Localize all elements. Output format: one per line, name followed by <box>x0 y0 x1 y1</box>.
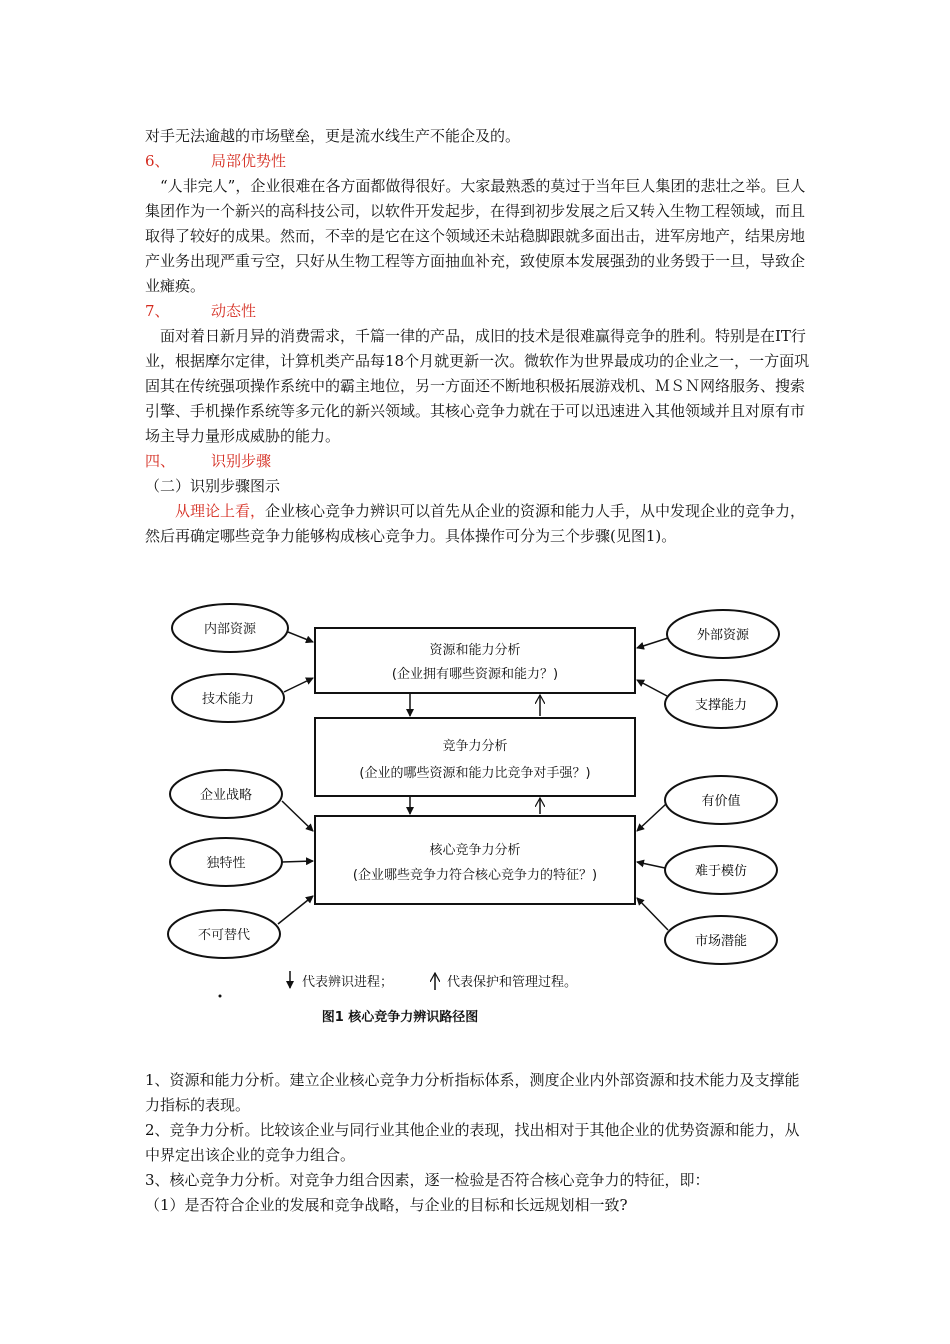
section-7-number: 7、 <box>145 302 170 320</box>
paragraph-7: 面对着日新月异的消费需求，千篇一律的产品，成旧的技术是很难赢得竞争的胜利。特别是在IT行业，根据摩尔定律，计算机类产品每18个月就更新一次。微软作为世界最成功的企业之一，一方面巩固其在传统强项操作系统中的霸主地位，另一方面还不断地积极拓展游戏机、ＭＳＮ网络服务、搜索引擎、手机操作系统等多元化的新兴领域。其核心竞争力就在于可以迅速进入其他领域并且对原有市场主导力量形成威胁的能力。 <box>145 327 810 445</box>
section-6-title: 局部优势性 <box>211 152 287 170</box>
figure-right-column <box>630 596 790 976</box>
box-core-competitiveness-analysis <box>315 816 635 904</box>
right-ellipse-hard-to-imitate <box>665 846 777 894</box>
legend-up-text: 代表保护和管理过程。 <box>447 975 578 990</box>
left-ellipse-strategy <box>170 770 282 818</box>
box3-title: 核心竞争力分析 <box>429 843 521 858</box>
left-ellipse-technical-capability <box>172 674 284 722</box>
box-resource-analysis <box>315 628 635 693</box>
section-6-number: 6、 <box>145 152 170 170</box>
stray-dot <box>219 995 222 998</box>
svg-text:技术能力: 技术能力 <box>201 692 255 707</box>
svg-text:内部资源: 内部资源 <box>203 622 257 637</box>
intro-text: 企业核心竞争力辨识可以首先从企业的资源和能力人手，从中发现企业的竞争力，然后再确定哪些竞争力能够构成核心竞争力。具体操作可分为三个步骤(见图1)。 <box>145 502 806 545</box>
top-line: 对手无法逾越的市场壁垒，更是流水线生产不能企及的。 <box>145 127 521 145</box>
section-7-title: 动态性 <box>211 302 257 320</box>
svg-text:难于模仿: 难于模仿 <box>694 864 748 879</box>
svg-text:企业战略: 企业战略 <box>199 788 253 803</box>
section-4-title: 识别步骤 <box>211 452 272 470</box>
svg-text:不可替代: 不可替代 <box>197 928 251 943</box>
box1-sub: (企业拥有哪些资源和能力？) <box>391 667 559 682</box>
intro-lead: 从理论上看， <box>175 502 266 520</box>
left-ellipse-internal-resources <box>172 604 288 652</box>
section-4-number: 四、 <box>145 452 176 470</box>
paragraph-6: “人非完人”，企业很难在各方面都做得很好。大家最熟悉的莫过于当年巨人集团的悲壮之举。巨人集团作为一个新兴的高科技公司，以软件开发起步，在得到初步发展之后又转入生物工程领域，而且取得了较好的成果。然而，不幸的是它在这个领域还未站稳脚跟就多面出击，进军房地产，结果房地产业务出现严重亏空，只好从生物工程等方面抽血补充，致使原本发展强劲的业务毁于一旦，导致企业瘫痪。 <box>145 177 806 295</box>
box2-title: 竞争力分析 <box>442 739 508 754</box>
box2-sub: (企业的哪些资源和能力比竞争对手强？) <box>359 766 591 781</box>
step-2: 2、竞争力分析。比较该企业与同行业其他企业的表现，找出相对于其他企业的优势资源和能力，从中界定出该企业的竞争力组合。 <box>145 1121 800 1164</box>
right-ellipse-valuable <box>665 776 777 824</box>
step-1: 1、资源和能力分析。建立企业核心竞争力分析指标体系，测度企业内外部资源和技术能力及支撑能力指标的表现。 <box>145 1071 800 1114</box>
box1-title: 资源和能力分析 <box>429 643 521 658</box>
svg-text:支撑能力: 支撑能力 <box>694 698 748 713</box>
svg-text:外部资源: 外部资源 <box>696 628 750 643</box>
legend-down-text: 代表辨识进程； <box>302 975 394 990</box>
svg-text:独特性: 独特性 <box>206 856 246 871</box>
figure-diagram <box>160 596 640 1036</box>
subsection-heading: （二）识别步骤图示 <box>145 477 281 495</box>
step-3-item-1: （1）是否符合企业的发展和竞争战略，与企业的目标和长远规划相一致? <box>145 1196 628 1214</box>
box-competitiveness-analysis <box>315 718 635 796</box>
section-7-heading <box>145 299 256 324</box>
figure-caption: 图1 核心竞争力辨识路径图 <box>321 1010 479 1025</box>
right-ellipse-external-resources-visible <box>667 610 779 658</box>
section-4-heading <box>145 449 271 474</box>
right-ellipse-support-capability-visible <box>665 680 777 728</box>
intro-paragraph <box>145 499 810 549</box>
svg-text:有价值: 有价值 <box>701 794 741 809</box>
left-ellipse-irreplaceable <box>168 910 280 958</box>
right-ellipse-market-potential <box>665 916 777 964</box>
step-3: 3、核心竞争力分析。对竞争力组合因素，逐一检验是否符合核心竞争力的特征，即： <box>145 1171 710 1189</box>
box3-sub: (企业哪些竞争力符合核心竞争力的特征？) <box>352 868 598 883</box>
left-ellipse-uniqueness <box>170 838 282 886</box>
section-6-heading <box>145 149 286 174</box>
svg-text:市场潜能: 市场潜能 <box>694 934 748 949</box>
